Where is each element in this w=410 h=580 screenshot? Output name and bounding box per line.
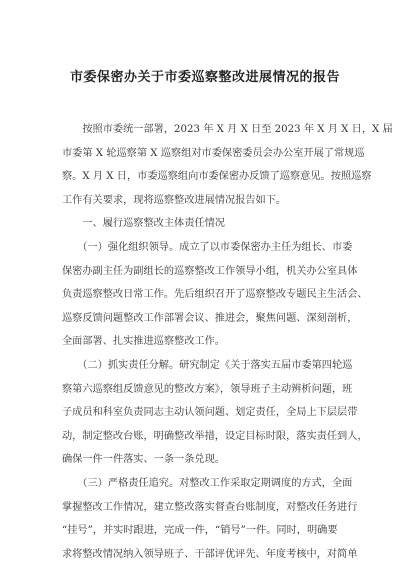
paragraph-line: 保密办副主任为副组长的巡察整改工作领导小组，机关办公室具体 xyxy=(62,265,358,277)
document-title: 市委保密办关于市委巡察整改进展情况的报告 xyxy=(69,70,340,85)
paragraph-line: （二）抓实责任分解。研究制定《关于落实五届市委第四轮巡 xyxy=(62,359,353,371)
paragraph-line: 负责巡察整改日常工作。先后组织召开了巡察整改专题民主生活会、 xyxy=(62,289,368,301)
paragraph-line: 市委第 X 轮巡察第 X 巡察组对市委保密委员会办公室开展了常规巡 xyxy=(62,147,365,159)
paragraph-line: 工作有关要求，现将巡察整改进展情况报告如下。 xyxy=(62,194,287,206)
paragraph-line: （三）严格责任追究。对整改工作采取定期调度的方式，全面 xyxy=(62,477,353,489)
paragraph-line: 按照市委统一部署，2023 年 X 月 X 日至 2023 年 X 月 X 日，X 届 xyxy=(62,124,393,135)
section-heading: 一、履行巡察整改主体责任情况 xyxy=(62,218,225,230)
paragraph-line: 察。X 月 X 日，市委巡察组向市委保密办反馈了巡察意见。按照巡察 xyxy=(62,171,372,183)
paragraph-line: 察第六巡察组反馈意见的整改方案》，领导班子主动辨析问题，班 xyxy=(62,383,353,395)
paragraph-line: 全面部署、扎实推进巡察整改工作。 xyxy=(62,336,225,348)
paragraph-line: 求将整改情况纳入领导班子、干部评优评先、年度考核中，对简单 xyxy=(62,548,358,560)
paragraph-line: “挂号”，并实时跟进，完成一件，“销号”一件。同时，明确要 xyxy=(62,525,338,537)
document-body xyxy=(62,118,393,566)
paragraph-line: 掌握整改工作情况，建立整改落实督查台账制度，对整改任务进行 xyxy=(62,501,358,513)
paragraph-line: 确保一件一件落实、一条一条兑现。 xyxy=(62,454,225,466)
paragraph-line: （一）强化组织领导。成立了以市委保密办主任为组长、市委 xyxy=(62,241,353,253)
paragraph-line: 子成员和科室负责同志主动认领问题、划定责任，全局上下层层带 xyxy=(62,407,358,419)
paragraph-line: 巡察反馈问题整改工作部署会议、推进会，聚焦问题、深刻剖析， xyxy=(62,312,358,324)
paragraph-line: 动，制定整改台账，明确整改举措，设定目标时限，落实责任到人， xyxy=(62,430,368,442)
